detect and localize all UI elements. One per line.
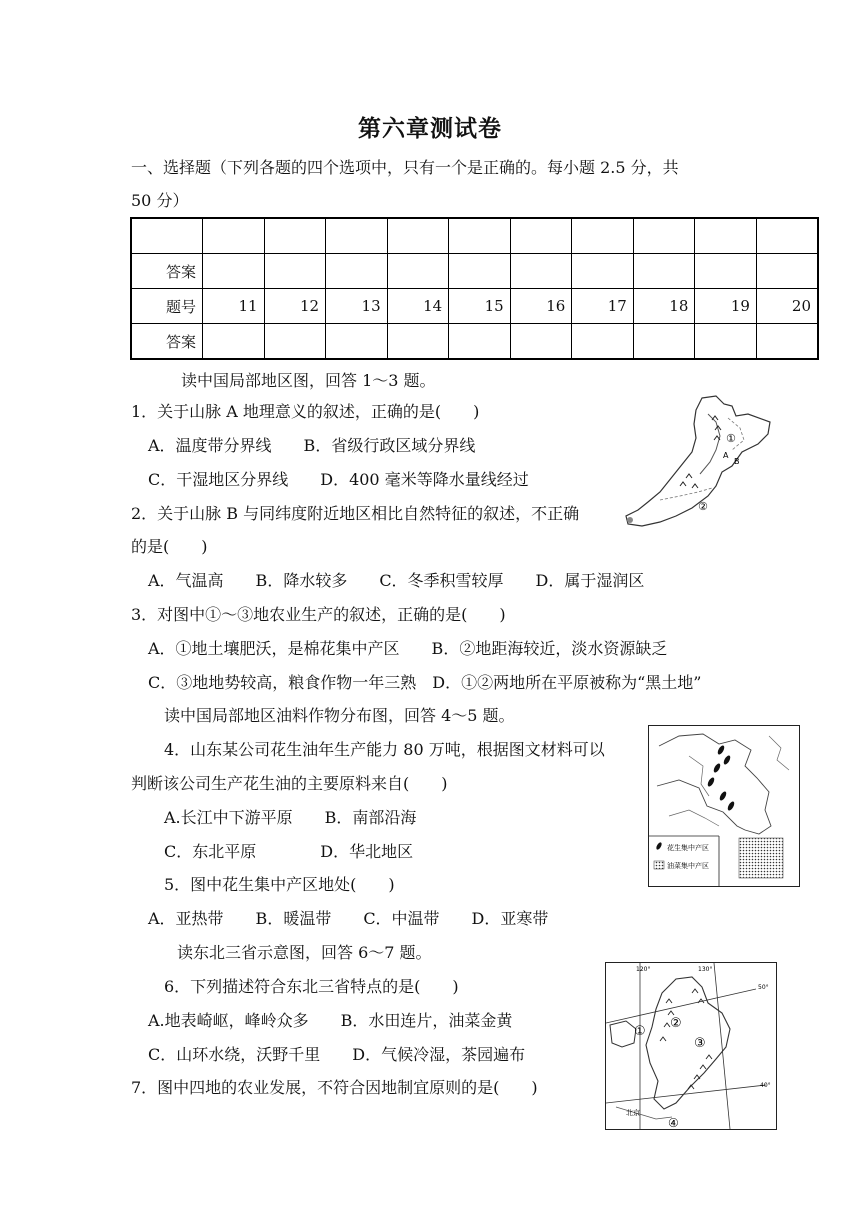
- table-cell: [203, 254, 265, 289]
- table-cell: 题号: [131, 289, 203, 324]
- map1-label-a: A: [723, 451, 729, 460]
- table-cell: [326, 218, 388, 254]
- table-cell: 19: [695, 289, 757, 324]
- question-4-options-ab: A.长江中下游平原 B．南部沿海: [164, 808, 417, 827]
- legend-rapeseed: 油菜集中产区: [667, 862, 709, 870]
- map-three-northeast-provinces: [605, 962, 777, 1130]
- question-3-options-ab: A．①地土壤肥沃，是棉花集中产区 B．②地距海较近，淡水资源缺乏: [148, 639, 668, 658]
- table-cell: [572, 324, 634, 360]
- table-cell: [387, 218, 449, 254]
- table-cell: [633, 324, 695, 360]
- table-cell: [695, 218, 757, 254]
- table-cell: [387, 324, 449, 360]
- question-1-options-ab: A．温度带分界线 B．省级行政区域分界线: [148, 436, 476, 455]
- table-cell: [756, 218, 818, 254]
- map3-lat-40: 40°: [760, 1082, 771, 1089]
- table-cell: [510, 324, 572, 360]
- map1-label-b: B: [734, 457, 740, 466]
- map3-lat-50: 50°: [758, 984, 769, 991]
- legend-peanut: 花生集中产区: [667, 844, 709, 852]
- question-4-options-cd: C．东北平原 D．华北地区: [164, 842, 414, 861]
- table-row: [131, 218, 818, 254]
- table-cell: [449, 324, 511, 360]
- table-row: [131, 289, 818, 324]
- question-7: 7．图中四地的农业发展，不符合因地制宜原则的是( ): [131, 1078, 538, 1097]
- map-northeast-region-drawing: [620, 392, 790, 532]
- table-cell: [572, 218, 634, 254]
- map3-label-beijing: 北京: [626, 1109, 640, 1117]
- question-6-options-ab: A.地表崎岖，峰岭众多 B．水田连片，油菜金黄: [148, 1011, 513, 1030]
- table-cell: 答案: [131, 254, 203, 289]
- question-5-options: A．亚热带 B．暖温带 C．中温带 D．亚寒带: [148, 909, 549, 928]
- map-three-northeast-provinces-drawing: [606, 963, 776, 1129]
- question-4-cont: 判断该公司生产花生油的主要原料来自( ): [131, 774, 448, 793]
- map3-label-1: ①: [634, 1024, 646, 1039]
- table-cell: 12: [264, 289, 326, 324]
- map3-label-3: ③: [694, 1036, 706, 1051]
- table-cell: 16: [510, 289, 572, 324]
- table-cell: [695, 324, 757, 360]
- question-6: 6．下列描述符合东北三省特点的是( ): [164, 977, 459, 996]
- question-1-options-cd: C．干湿地区分界线 D．400 毫米等降水量线经过: [148, 470, 529, 489]
- table-cell: [203, 218, 265, 254]
- table-cell: [264, 324, 326, 360]
- table-cell: [449, 254, 511, 289]
- table-cell: 13: [326, 289, 388, 324]
- table-cell: 18: [633, 289, 695, 324]
- question-5: 5．图中花生集中产区地处( ): [164, 875, 395, 894]
- table-cell: [756, 254, 818, 289]
- question-2: 2．关于山脉 B 与同纬度附近地区相比自然特征的叙述，不正确: [131, 504, 580, 523]
- question-2-options: A．气温高 B．降水较多 C．冬季积雪较厚 D．属于湿润区: [148, 571, 645, 590]
- table-cell: [756, 324, 818, 360]
- map3-lon-120: 120°: [636, 966, 651, 973]
- map1-label-1: ①: [726, 432, 736, 445]
- table-cell: [510, 218, 572, 254]
- table-cell: [326, 324, 388, 360]
- table-cell: [449, 218, 511, 254]
- table-cell: 17: [572, 289, 634, 324]
- map3-lon-130: 130°: [698, 966, 713, 973]
- question-1: 1．关于山脉 A 地理意义的叙述，正确的是( ): [131, 402, 480, 421]
- answer-table: [130, 217, 819, 360]
- table-row: [131, 324, 818, 360]
- table-cell: [510, 254, 572, 289]
- table-cell: [203, 324, 265, 360]
- table-cell: 20: [756, 289, 818, 324]
- table-cell: 11: [203, 289, 265, 324]
- table-cell: 14: [387, 289, 449, 324]
- reading-prompt-6-7: 读东北三省示意图，回答 6～7 题。: [177, 943, 432, 962]
- question-6-options-cd: C．山环水绕，沃野千里 D．气候冷湿，茶园遍布: [148, 1045, 526, 1064]
- table-cell: [264, 218, 326, 254]
- page-title: 第六章测试卷: [358, 115, 502, 142]
- map3-label-4: ④: [668, 1116, 679, 1129]
- table-cell: [131, 218, 203, 254]
- table-row: [131, 254, 818, 289]
- reading-prompt-1-3: 读中国局部地区图，回答 1～3 题。: [181, 371, 436, 390]
- map-northeast-region: [620, 392, 790, 532]
- table-cell: [572, 254, 634, 289]
- reading-prompt-4-5: 读中国局部地区油料作物分布图，回答 4～5 题。: [164, 706, 515, 725]
- table-cell: [387, 254, 449, 289]
- map3-label-2: ②: [670, 1016, 682, 1031]
- section-heading-line1: 一、选择题（下列各题的四个选项中，只有一个是正确的。每小题 2.5 分，共: [131, 158, 679, 177]
- map-oil-crops: [648, 725, 800, 887]
- table-cell: [633, 254, 695, 289]
- table-cell: [695, 254, 757, 289]
- question-3: 3．对图中①～③地农业生产的叙述，正确的是( ): [131, 605, 506, 624]
- table-cell: [264, 254, 326, 289]
- map1-label-2: ②: [698, 500, 708, 513]
- table-cell: [326, 254, 388, 289]
- map-oil-crops-drawing: [649, 726, 799, 886]
- table-cell: 答案: [131, 324, 203, 360]
- section-heading-line2: 50 分）: [131, 191, 189, 210]
- table-cell: 15: [449, 289, 511, 324]
- table-cell: [633, 218, 695, 254]
- question-4: 4．山东某公司花生油年生产能力 80 万吨，根据图文材料可以: [164, 740, 605, 759]
- question-2-cont: 的是( ): [131, 537, 208, 556]
- question-3-options-cd: C．③地地势较高，粮食作物一年三熟 D．①②两地所在平原被称为“黑土地”: [148, 673, 702, 692]
